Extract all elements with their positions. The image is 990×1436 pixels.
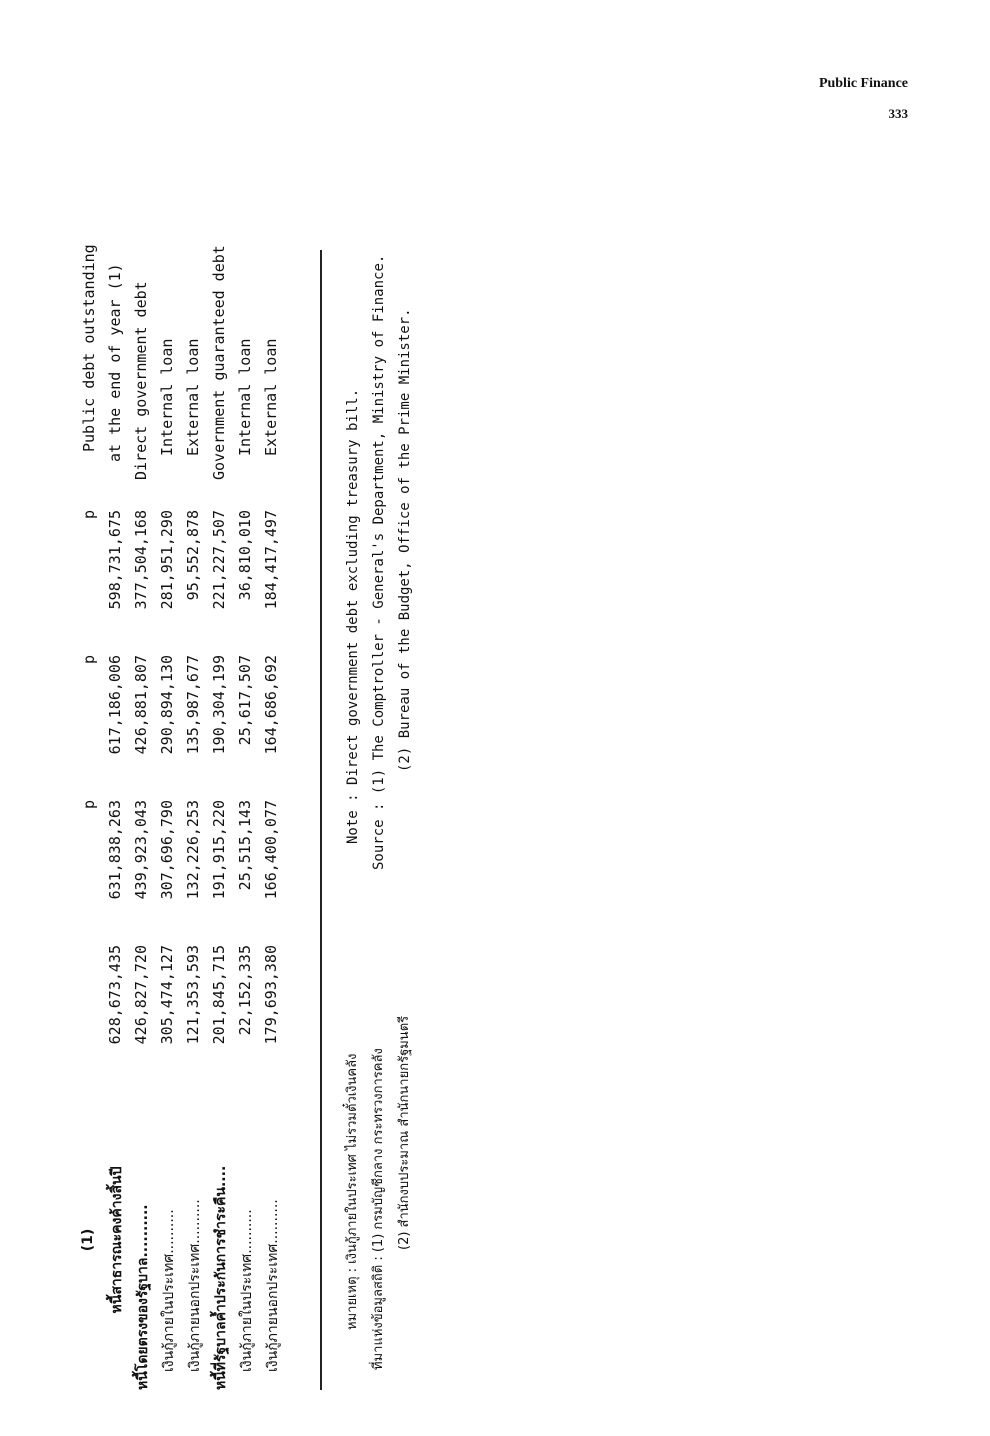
row-4-value-4: 221,227,507 bbox=[210, 510, 228, 610]
row-0-value-2: 631,838,263 bbox=[106, 800, 124, 900]
row-0-english-label-2: at the end of year (1) bbox=[106, 263, 124, 462]
english-source-2: (2) Bureau of the Budget, Office of the Prime Minister. bbox=[397, 308, 413, 772]
horizontal-rule bbox=[320, 250, 322, 1390]
table-row bbox=[262, 250, 288, 1390]
row-2-value-4: 281,951,290 bbox=[158, 510, 176, 610]
running-head bbox=[819, 74, 908, 124]
row-2-value-2: 307,696,790 bbox=[158, 800, 176, 900]
row-1-value-2: 439,923,043 bbox=[132, 800, 150, 900]
english-notes bbox=[340, 255, 418, 870]
table-row bbox=[236, 250, 262, 1390]
row-1-value-3: 426,881,807 bbox=[132, 655, 150, 755]
row-1-value-1: 426,827,720 bbox=[132, 945, 150, 1045]
row-1-thai-label: หนี้โดยตรงของรัฐบาล.......... bbox=[135, 1204, 151, 1390]
row-0-english-label: Public debt outstanding bbox=[80, 244, 98, 452]
english-source-1: Source : (1) The Comptroller - General's Department, Ministry of Finance. bbox=[371, 254, 387, 870]
row-6-value-3: 164,686,692 bbox=[262, 655, 280, 755]
column-header-3: p bbox=[80, 655, 98, 665]
row-6-value-4: 184,417,497 bbox=[262, 510, 280, 610]
english-note: Note : Direct government debt excluding treasury bill. bbox=[345, 388, 361, 844]
row-6-value-1: 179,693,380 bbox=[262, 945, 280, 1045]
table-row bbox=[210, 245, 236, 1390]
thai-source-1: ที่มาแห่งข้อมูลสถิติ : (1) กรมบัญชีกลาง กระทรวงการคลัง bbox=[371, 1048, 386, 1370]
column-header-2: p bbox=[80, 800, 98, 810]
page-number: 333 bbox=[888, 106, 908, 121]
table-row bbox=[158, 250, 184, 1390]
row-2-english-label: Internal loan bbox=[158, 338, 176, 456]
row-5-value-3: 25,617,507 bbox=[236, 655, 254, 746]
row-4-value-3: 190,304,199 bbox=[210, 655, 228, 755]
thai-note: หมายเหตุ : เงินกู้ภายในประเทศ ไม่รวมตั๋วเงินคลัง bbox=[345, 1053, 360, 1330]
row-4-thai-label: หนี้ที่รัฐบาลค้ำประกันการชำระคืน.... bbox=[213, 1165, 229, 1390]
table-row bbox=[184, 250, 210, 1390]
row-6-english-label: External loan bbox=[262, 338, 280, 456]
row-5-english-label: Internal loan bbox=[236, 338, 254, 456]
row-4-english-label: Government guaranteed debt bbox=[210, 245, 228, 480]
row-0-value-1: 628,673,435 bbox=[106, 945, 124, 1045]
row-2-value-1: 305,474,127 bbox=[158, 945, 176, 1045]
row-6-thai-label: เงินกู้ภายนอกประเทศ.......... bbox=[265, 1199, 281, 1372]
row-2-value-3: 290,894,130 bbox=[158, 655, 176, 755]
row-3-value-3: 135,987,677 bbox=[184, 655, 202, 755]
row-1-english-label: Direct government debt bbox=[132, 281, 150, 480]
column-header-thai-ref: (1) bbox=[80, 1228, 96, 1252]
row-1-value-4: 377,504,168 bbox=[132, 510, 150, 610]
column-header-4: p bbox=[80, 510, 98, 520]
row-3-value-4: 95,552,878 bbox=[184, 510, 202, 601]
table-header-row bbox=[80, 244, 106, 1390]
row-3-thai-label: เงินกู้ภายนอกประเทศ.......... bbox=[187, 1199, 203, 1372]
page-title: Public Finance bbox=[818, 76, 908, 91]
rotated-table-content bbox=[60, 244, 460, 1390]
row-5-value-4: 36,810,010 bbox=[236, 510, 254, 601]
row-0-thai-label: หนี้สาธารณะคงค้างสิ้นปี bbox=[109, 1166, 125, 1314]
row-0-value-4: 598,731,675 bbox=[106, 510, 124, 610]
row-3-english-label: External loan bbox=[184, 338, 202, 456]
row-3-value-2: 132,226,253 bbox=[184, 800, 202, 900]
thai-source-2: (2) สำนักงบประมาณ สำนักนายกรัฐมนตรี bbox=[397, 1015, 412, 1250]
row-0-value-3: 617,186,006 bbox=[106, 655, 124, 755]
thai-notes bbox=[340, 1016, 418, 1370]
table-row bbox=[132, 250, 158, 1390]
row-5-value-2: 25,515,143 bbox=[236, 800, 254, 891]
row-5-thai-label: เงินกู้ภายในประเทศ.......... bbox=[239, 1209, 255, 1372]
row-3-value-1: 121,353,593 bbox=[184, 945, 202, 1045]
row-6-value-2: 166,400,077 bbox=[262, 800, 280, 900]
row-2-thai-label: เงินกู้ภายในประเทศ.......... bbox=[161, 1209, 177, 1372]
table-row bbox=[106, 250, 132, 1390]
row-4-value-2: 191,915,220 bbox=[210, 800, 228, 900]
row-5-value-1: 22,152,335 bbox=[236, 945, 254, 1036]
row-4-value-1: 201,845,715 bbox=[210, 945, 228, 1045]
